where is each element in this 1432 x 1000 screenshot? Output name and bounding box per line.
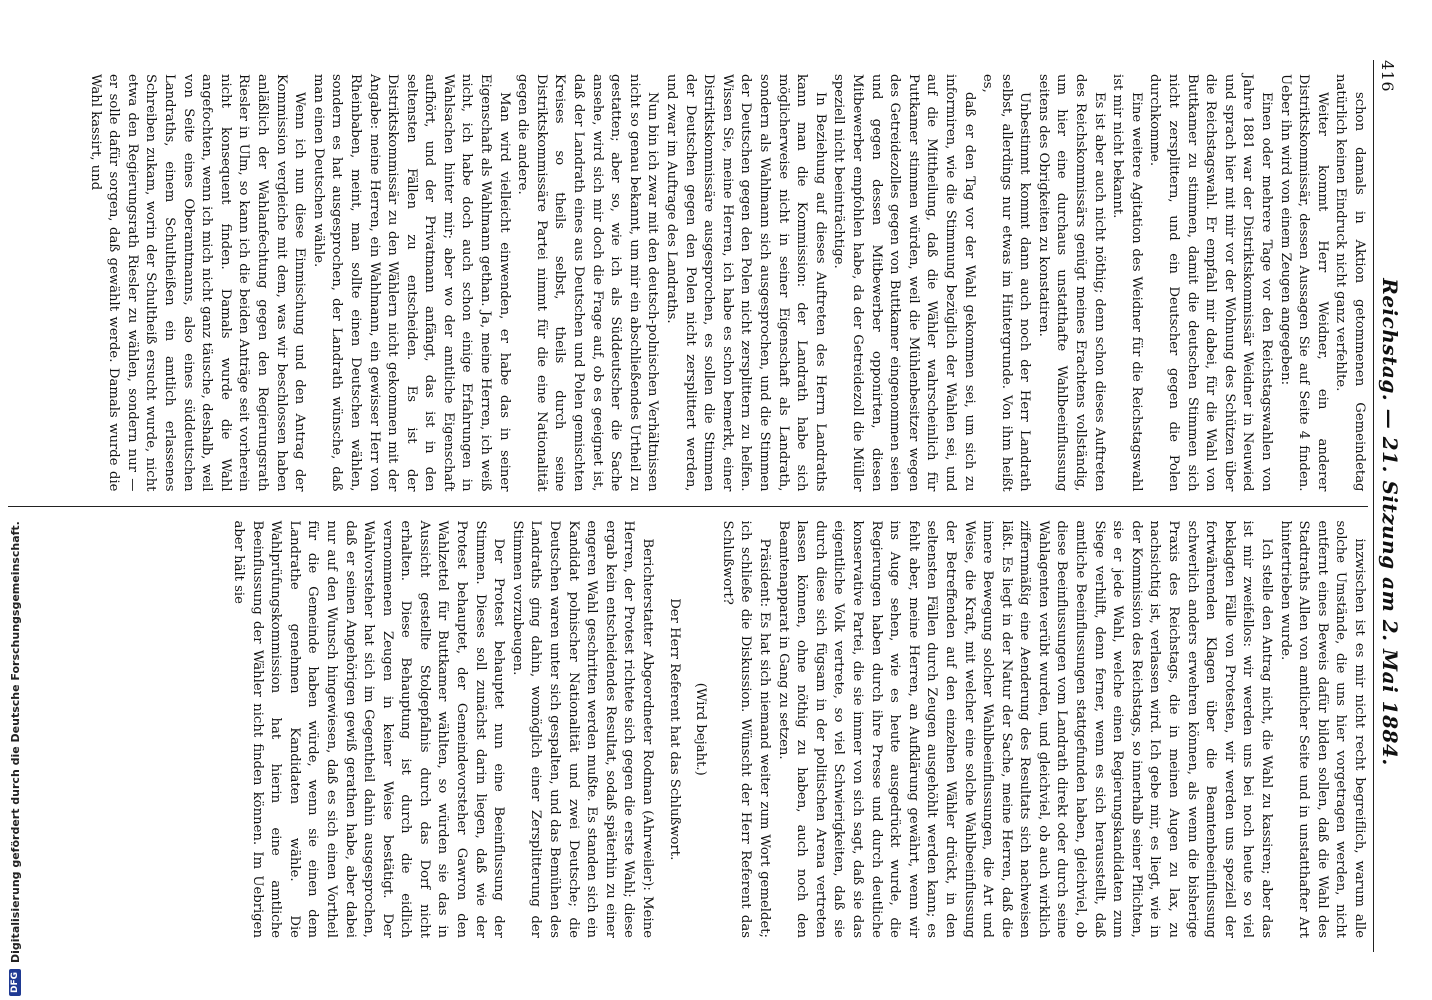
dfg-logo: DFG bbox=[9, 969, 21, 996]
paragraph: Einen oder mehrere Tage vor den Reichstagswahlen von Jahre 1881 war der Distriktskommissär Weidner in Neuwied und sprach hier mit mir vor der Wohnung des Schützen über die Reichstagswahl. Er empfahl mir dabei, für die Wahl von Buttkamer zu stimmen, damit die deutschen Stimmen sich nicht zersplittern, und ein Deutscher gegen die Polen durchkomme. bbox=[1147, 74, 1275, 492]
digitization-credit bbox=[6, 521, 24, 996]
paragraph: Unbestimmt kommt dann auch noch der Herr Landrath selbst, allerdings nur etwas im Hintergrunde. Von ihm heißt es, bbox=[980, 74, 1033, 492]
paragraph: inzwischen ist es mir nicht recht begreiflich, warum alle solche Umstände, die uns hier vorgetragen werden, nicht entfernt eines Beweis dafür bilden sollen, daß die Wahl des Stadtraths Allen von amtlicher Seite und in unstatthafter Art hintertrieben wurde. bbox=[1277, 520, 1367, 938]
paragraph: daß er den Tag vor der Wahl gekommen sei, um sich zu informiren, wie die Stimmung bezüglich der Wahlen sei, und auf die Mittheilung, daß die Wähler wahrscheinlich für Puttkamer stimmen würden, weil die Mühlenbesitzer wegen des Getreidezolles gegen von Buttkamer eingenommen seien und gegen dessen Mitbewerber opponirten, diesen Mitbewerber empfohlen habe, da der Getreidezoll die Müller speziell nicht beeinträchtige. bbox=[831, 74, 977, 492]
scanned-page bbox=[0, 12, 1418, 972]
paragraph: Berichterstatter Abgeordneter Rodman (Ahrweiler): Meine Herren, der Protest richtete sich gegen die erste Wahl; diese ergab kein entscheidendes Resultat, sodaß späterhin zu einer engeren Wahl geschritten werden mußte. Es standen sich ein Kandidat polnischer Nationalität und zwei Deutsche; die Deutschen waren unter sich gespalten, und das Bemühen des Landraths ging dahin, womöglich einer Zersplitterung der Stimmen vorzubeugen. bbox=[509, 520, 656, 938]
paragraph: Man wird vielleicht einwenden, er habe das in seiner Eigenschaft als Wahlmann gethan. Ja, meine Herren, ich weiß nicht, ich habe doch auch schon einige Erfahrungen in Wahlsachen hinter mir; aber wo der amtliche Eigenschaft aufhört, und der Privatmann anfängt, das ist in den seltensten Fällen zu entscheiden. Es ist der Distriktskommissär zu den Wählern nicht gekommen mit der Angabe: meine Herren, ein Wahlmann, ein gewisser Herr von Rheinbaben, meint, man sollte einen Deutschen wählen, sondern es hat ausgesprochen, der Landrath wünsche, daß man einen Deutschen wähle. bbox=[310, 74, 512, 492]
paragraph: Es ist aber auch nicht nöthig; denn schon dieses Auftreten des Reichskommissärs genügt meines Erachtens vollständig, um hier eine durchaus unstatthafte Wahlbeeinflussung seitens des Obrigkeiten zu konstatiren. bbox=[1035, 74, 1107, 492]
running-head bbox=[1373, 60, 1408, 952]
right-column bbox=[8, 507, 1368, 953]
paragraph: Eine weitere Agitation des Weidner für die Reichstagswahl ist mir nicht bekannt. bbox=[1110, 74, 1144, 492]
paragraph: (Wird bejaht.) bbox=[693, 682, 709, 776]
paragraph: Wenn ich nun diese Einmischung und den Antrag der Kommission vergleiche mit dem, was wir beschlossen haben anläßlich der Wahlanfechtung gegen den Regierungsrath Riesler in Ulm, so kann ich die beiden Anträge seit vorherein nicht konsequent finden. Damals wurde die Wahl angefochten, wenn ich mich nicht ganz täusche, deshalb, weil von Seite eines Oberamtmanns, also eines süddeutschen Landraths, einem Schultheißen ein amtlich erlassenes Schreiben zukam, worin der Schultheiß ersucht wurde, nicht etwa den Regierungsrath Riesler zu wählen, sondern nur — er solle dafür sorgen, daß gewählt werde. Damals wurde die Wahl kassirt, und bbox=[87, 74, 308, 492]
paragraph: Weiter kommt Herr Weidner, ein anderer Distriktskommissär, dessen Aussagen Sie auf Seite 4 finden. Ueber ihn wird von einem Zeugen angegeben: bbox=[1277, 74, 1330, 492]
paragraph: Präsident: Es hat sich niemand weiter zum Wort gemeldet; ich schließe die Diskussion. Wünscht der Herr Referent das Schlußwort? bbox=[719, 520, 772, 938]
paragraph: Ich stelle den Antrag nicht, die Wahl zu kassiren; aber das ist mir zweifellos: wir werden uns bei noch heute so viel beklagten Fälle von Protesten, wir werden uns speziell der fortwährenden Klagen über die Beamtenbeeinflussung schwerlich anders erwehren können, als wenn die bisherige Praxis des Reichstags, die in meinen Augen zu lax, zu nachsichtig ist, verlassen wird. Ich gebe mir, es liegt, wie in der Kommission des Reichstags, so innerhalb seiner Pflichten, sie er jede Wahl, welche einen Regierungskandidaten zum Siege verhilft, denn ferner, wenn es sich herausstellt, daß amtliche Beeinflussungen stattgefunden haben, gleichviel, ob diese Beeinflussungen vom Landrath direkt oder durch seine Wahlagenten verübt wurden, und gleichviel, ob auch wirklich ziffernmäßig eine Aenderung des Resultats sich nachweisen läßt. Es liegt in der Natur der Sache, meine Herren, daß die innere Bewegung solcher Wahlbeeinflussungen, die Art und Weise, die Kraft, mit welcher eine solche Wahlbeeinflussung der Betreffenden auf den einzelnen Wähler drückt, in den seltensten Fällen durch Zeugen ausgehöhlt werden kann; es fehlt aber, meine Herren, an Aufklärung gewährt, wenn wir ins Auge sehen, wie es heute ausgedrückt wurde, die Regierungen haben durch ihre Presse und durch deutliche konservative Partei, die sie immer von sich sagt, daß sie das eigentliche Volk vertrete, so viel Schwierigkeiten, daß sie durch diese sich fügsam in der politischen Arena vertreten lassen können, ohne nöthig zu haben, auch noch den Beamtenapparat in Gang zu setzen. bbox=[775, 520, 1275, 938]
page-title: Reichstag. — 21. Sitzung am 2. Mai 1884. bbox=[1378, 278, 1402, 766]
paragraph: schon damals in Aktion getommenen Gemeindetag natürlich keinen Eindruck nicht ganz verfehlte. bbox=[1333, 74, 1367, 492]
text-columns bbox=[8, 60, 1368, 952]
left-column bbox=[8, 60, 1368, 506]
paragraph: Nun bin ich zwar mit den deutsch-polnischen Verhältnissen nicht so genau bekannt, um mir ein abschließendes Urtheil zu gestatten; aber so, wie ich als Süddeutscher die Sache ansehe, wird sich mir doch die Frage auf, ob es geeignet ist, daß der Landrath eines aus Deutschen und Polen gemischten Kreises so theils selbst, theils durch seine Distriktskommissäre Partei nimmt für die eine Nationalität gegen die andere. bbox=[515, 74, 661, 492]
paragraph: Der Herr Referent hat das Schlußwort. bbox=[666, 598, 682, 861]
credit-text: Digitalisierung gefördert durch die Deutsche Forschungsgemeinschaft. bbox=[8, 521, 22, 963]
page-number: 416 bbox=[1378, 60, 1397, 93]
paragraph: In Beziehung auf dieses Auftreten des Herrn Landraths kann man die Kommission: der Landrath habe sich möglicherweise nicht in seiner Eigenschaft als Landrath, sondern als Wahlmann sich ausgesprochen, und die Stimmen der Deutschen gegen den Polen nicht zersplittern zu helfen. Wissen Sie, meine Herren, ich habe es schon bemerkt, einer Distriktskommissäre ausgesprochen, es sollen die Stimmen der Deutschen gegen den Polen nicht zersplittert werden, und zwar im Auftrage des Landraths. bbox=[664, 74, 828, 492]
paragraph: Der Protest behauptet nun eine Beeinflussung der Stimmen. Dieses soll zunächst darin liegen, daß wie der Protest behauptet, der Gemeindevorsteher Gawron den Wahlzettel für Buttkamer wählten, so würden sie das in Aussicht gestellte Stolgepfalnis durch das Dorf nicht erhalten. Diese Behauptung ist durch die eidlich vernommenen Zeugen in keiner Weise bestätigt. Der Wahlvorsteher hat sich im Gegentheil dahin ausgesprochen, daß er seinen Angehörigen gewiß gerathen habe, aber dabei nur auf den Wunsch hingewiesen, daß es sich einen Vortheil für die Gemeinde haben würde, wenn sie einen dem Landrathe genehmen Kandidaten wähle. Die Wahlprüfungskommission hat hierin eine amtliche Beeinflussung der Wähler nicht finden können. Im Uebrigen aber hält sie bbox=[230, 520, 507, 938]
